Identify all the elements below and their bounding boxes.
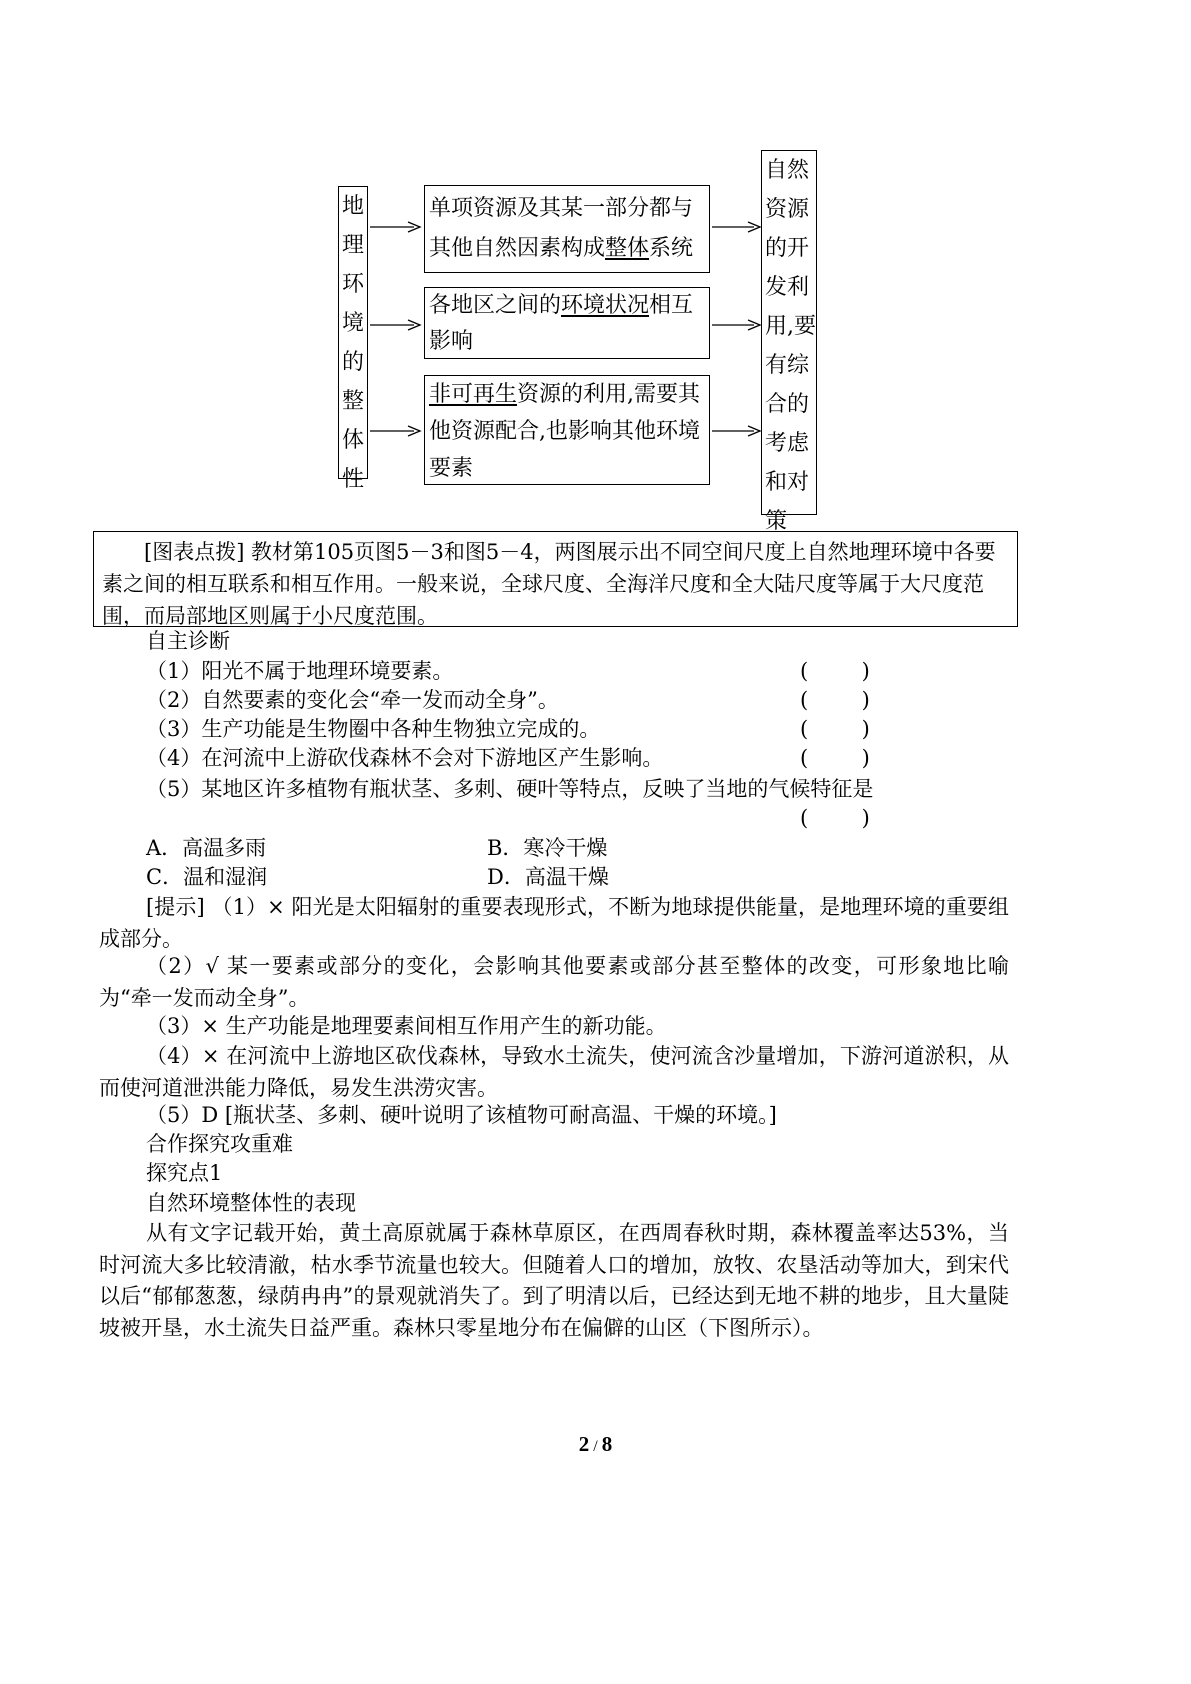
box2-underlined: 环境状况 [561, 293, 650, 318]
arrow-icon [712, 220, 762, 234]
box1-text: 单项资源及其某一部分都与其他自然因素构成 [429, 196, 694, 261]
left-box-char: 境 [341, 311, 364, 336]
page-total: 8 [601, 1432, 613, 1456]
hint-3: （3）× 生产功能是地理要素间相互作用产生的新功能。 [146, 1014, 667, 1038]
question-4: （4）在河流中上游砍伐森林不会对下游地区产生影响。 [146, 746, 664, 770]
hint-2: （2）√ 某一要素或部分的变化，会影响其他要素或部分甚至整体的改变，可形象地比喻为“牵一发而动全身”。 [99, 954, 1009, 1010]
right-box-line: 和对 [765, 470, 810, 495]
arrow-icon [370, 220, 422, 234]
option-a: A．高温多雨 [146, 836, 267, 860]
box3-text-end: 资源的利用,需要其他资源配合,也影响其他环境要素 [429, 382, 701, 481]
answer-blank[interactable]: ( ) [800, 659, 870, 683]
arrow-icon [370, 424, 422, 438]
diagram-right-box [761, 150, 817, 534]
right-box-line: 策 [765, 509, 788, 534]
right-box-line: 有综 [765, 353, 810, 378]
left-box-char: 体 [341, 428, 364, 453]
option-b: B．寒冷干燥 [487, 836, 608, 860]
box1-text-end: 系统 [649, 236, 694, 261]
left-box-char: 地 [341, 194, 364, 219]
question-2: （2）自然要素的变化会“牵一发而动全身”。 [146, 688, 559, 712]
answer-blank[interactable]: ( ) [800, 746, 870, 770]
left-box-char: 理 [341, 233, 364, 258]
diagram-left-box [338, 186, 368, 492]
chart-tip-box [93, 531, 1018, 627]
diagram-box-3 [424, 375, 710, 485]
right-box-line: 的开 [765, 236, 810, 261]
left-box-char: 性 [341, 467, 364, 492]
option-c: C．温和湿润 [146, 865, 268, 889]
question-1: （1）阳光不属于地理环境要素。 [146, 659, 454, 683]
page-sep: / [589, 1438, 602, 1455]
section-body: 从有文字记载开始，黄土高原就属于森林草原区，在西周春秋时期，森林覆盖率达53%，当时河流大多比较清澈，枯水季节流量也较大。但随着人口的增加，放牧、农垦活动等加大，到宋代以后“郁郁葱葱，绿荫冉冉”的景观就消失了。到了明清以后，已经达到无地不耕的地步，且大量陡坡被开垦，水土流失日益严重。森林只零星地分布在偏僻的山区（下图所示）。 [99, 1221, 1009, 1340]
answer-blank[interactable]: ( ) [800, 717, 870, 741]
box1-underlined: 整体 [605, 236, 650, 261]
left-box-char: 整 [341, 389, 364, 414]
hint-4: （4）× 在河流中上游地区砍伐森林，导致水土流失，使河流含沙量增加，下游河道淤积，从而使河道泄洪能力降低，易发生洪涝灾害。 [99, 1044, 1009, 1100]
arrow-icon [370, 318, 422, 332]
answer-blank[interactable]: ( ) [800, 688, 870, 712]
answer-blank[interactable]: ( ) [800, 806, 870, 830]
section-subtitle: 自然环境整体性的表现 [146, 1191, 356, 1215]
page-number [0, 1432, 1191, 1457]
page-current: 2 [578, 1432, 590, 1456]
box3-underlined: 非可再生 [429, 382, 518, 407]
section-point: 探究点1 [146, 1161, 223, 1185]
right-box-line: 考虑 [765, 431, 810, 456]
box2-text: 各地区之间的 [429, 293, 562, 318]
self-check-heading: 自主诊断 [146, 629, 230, 653]
diagram-box-2 [424, 287, 710, 359]
right-box-line: 资源 [765, 197, 810, 222]
question-3: （3）生产功能是生物圈中各种生物独立完成的。 [146, 717, 601, 741]
option-d: D．高温干燥 [487, 865, 609, 889]
box2-text-end: 相互影响 [429, 293, 694, 354]
hint-5: （5）D [瓶状茎、多刺、硬叶说明了该植物可耐高温、干燥的环境。] [146, 1103, 777, 1127]
arrow-icon [712, 424, 762, 438]
right-box-text [762, 151, 816, 541]
arrow-icon [712, 318, 762, 332]
right-box-line: 发利 [765, 275, 810, 300]
left-box-text [342, 187, 364, 499]
right-box-line: 自然 [765, 158, 810, 183]
left-box-char: 的 [341, 350, 364, 375]
hint-1: [提示] （1）× 阳光是太阳辐射的重要表现形式，不断为地球提供能量，是地理环境的重要组成部分。 [99, 895, 1009, 951]
question-5: （5）某地区许多植物有瓶状茎、多刺、硬叶等特点，反映了当地的气候特征是 [146, 777, 874, 801]
chart-tip-text: [图表点拨] 教材第105页图5－3和图5－4，两图展示出不同空间尺度上自然地理环境中各要素之间的相互联系和相互作用。一般来说，全球尺度、全海洋尺度和全大陆尺度等属于大尺度范围，而局部地区则属于小尺度范围。 [102, 540, 996, 628]
right-box-line: 合的 [765, 392, 810, 417]
section-title: 合作探究攻重难 [146, 1132, 293, 1156]
diagram-box-1 [424, 185, 710, 273]
right-box-line: 用,要 [765, 314, 816, 339]
left-box-char: 环 [341, 272, 364, 297]
